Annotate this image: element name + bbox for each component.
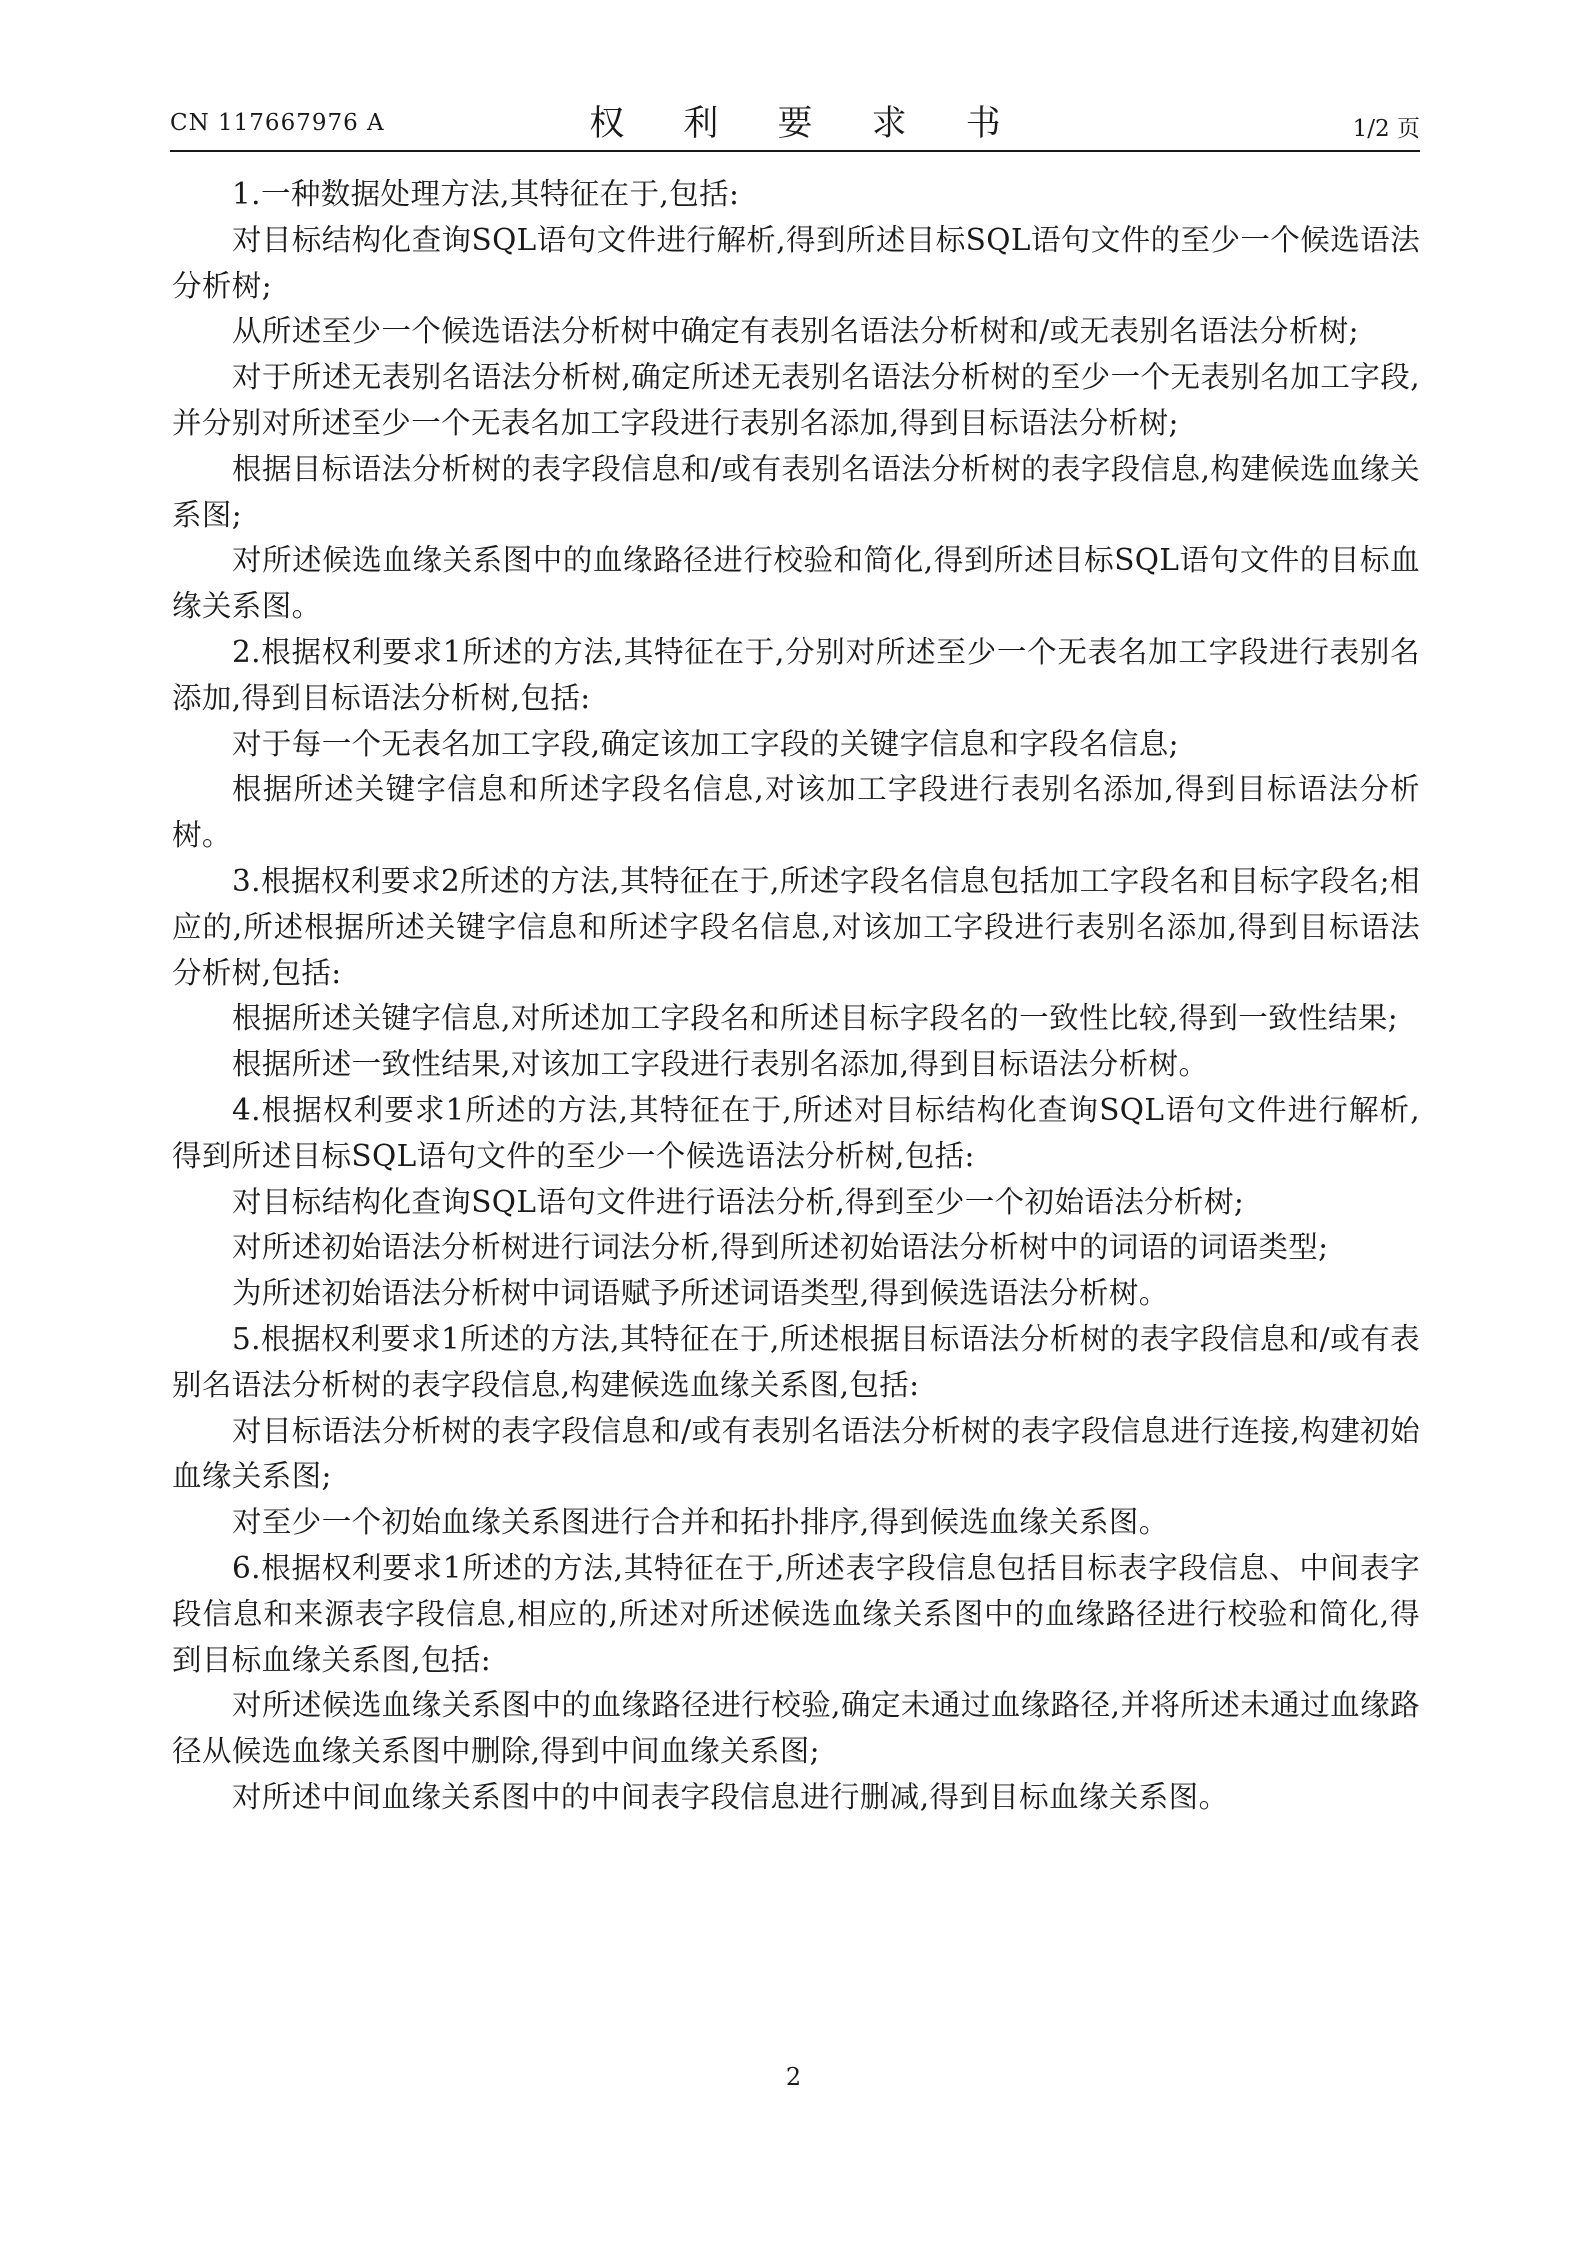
claim-paragraph: 4.根据权利要求1所述的方法,其特征在于,所述对目标结构化查询SQL语句文件进行解析,得到所述目标SQL语句文件的至少一个候选语法分析树,包括: [172, 1092, 1420, 1173]
claim-paragraph: 对于每一个无表名加工字段,确定该加工字段的关键字信息和字段名信息; [232, 726, 1180, 761]
claim-paragraph: 对所述初始语法分析树进行词法分析,得到所述初始语法分析树中的词语的词语类型; [232, 1230, 1329, 1265]
header-divider [170, 150, 1420, 152]
claim-paragraph: 从所述至少一个候选语法分析树中确定有表别名语法分析树和/或无表别名语法分析树; [232, 314, 1359, 349]
page-number: 2 [785, 2063, 802, 2091]
claim-paragraph: 为所述初始语法分析树中词语赋予所述词语类型,得到候选语法分析树。 [232, 1276, 1169, 1311]
claim-paragraph: 3.根据权利要求2所述的方法,其特征在于,所述字段名信息包括加工字段名和目标字段名;相应的,所述根据所述关键字信息和所述字段名信息,对该加工字段进行表别名添加,得到目标语法分析树,包括: [172, 863, 1420, 990]
page-count: 1/2 页 [1352, 116, 1420, 142]
claim-paragraph: 1.一种数据处理方法,其特征在于,包括: [232, 177, 740, 211]
claim-paragraph: 对目标结构化查询SQL语句文件进行语法分析,得到至少一个初始语法分析树; [232, 1184, 1245, 1219]
claim-paragraph: 根据所述关键字信息,对所述加工字段名和所述目标字段名的一致性比较,得到一致性结果; [232, 1001, 1399, 1036]
publication-number: CN 117667976 A [170, 110, 385, 136]
claim-paragraph: 对目标结构化查询SQL语句文件进行解析,得到所述目标SQL语句文件的至少一个候选语法分析树; [172, 222, 1420, 303]
claim-paragraph: 对于所述无表别名语法分析树,确定所述无表别名语法分析树的至少一个无表别名加工字段,并分别对所述至少一个无表名加工字段进行表别名添加,得到目标语法分析树; [172, 360, 1420, 440]
page-header [170, 96, 1420, 146]
claim-paragraph: 对目标语法分析树的表字段信息和/或有表别名语法分析树的表字段信息进行连接,构建初始血缘关系图; [172, 1413, 1420, 1494]
claim-paragraph: 对所述候选血缘关系图中的血缘路径进行校验,确定未通过血缘路径,并将所述未通过血缘路径从候选血缘关系图中删除,得到中间血缘关系图; [172, 1688, 1420, 1769]
claim-paragraph: 对所述候选血缘关系图中的血缘路径进行校验和简化,得到所述目标SQL语句文件的目标血缘关系图。 [172, 543, 1420, 624]
claim-paragraph: 6.根据权利要求1所述的方法,其特征在于,所述表字段信息包括目标表字段信息、中间表字段信息和来源表字段信息,相应的,所述对所述候选血缘关系图中的血缘路径进行校验和简化,得到目标血缘关系图,包括: [172, 1550, 1420, 1677]
claim-paragraph: 2.根据权利要求1所述的方法,其特征在于,分别对所述至少一个无表名加工字段进行表别名添加,得到目标语法分析树,包括: [172, 634, 1420, 715]
document-title: 权 利 要 求 书 [589, 104, 1025, 144]
claim-paragraph: 5.根据权利要求1所述的方法,其特征在于,所述根据目标语法分析树的表字段信息和/或有表别名语法分析树的表字段信息,构建候选血缘关系图,包括: [172, 1321, 1420, 1402]
claim-paragraph: 对所述中间血缘关系图中的中间表字段信息进行删减,得到目标血缘关系图。 [232, 1779, 1229, 1814]
claim-paragraph: 根据所述一致性结果,对该加工字段进行表别名添加,得到目标语法分析树。 [232, 1047, 1209, 1082]
claim-paragraph: 对至少一个初始血缘关系图进行合并和拓扑排序,得到候选血缘关系图。 [232, 1505, 1169, 1540]
claims-body [172, 172, 1420, 1821]
claim-paragraph: 根据所述关键字信息和所述字段名信息,对该加工字段进行表别名添加,得到目标语法分析树。 [172, 772, 1420, 853]
claim-paragraph: 根据目标语法分析树的表字段信息和/或有表别名语法分析树的表字段信息,构建候选血缘关系图; [172, 451, 1420, 532]
